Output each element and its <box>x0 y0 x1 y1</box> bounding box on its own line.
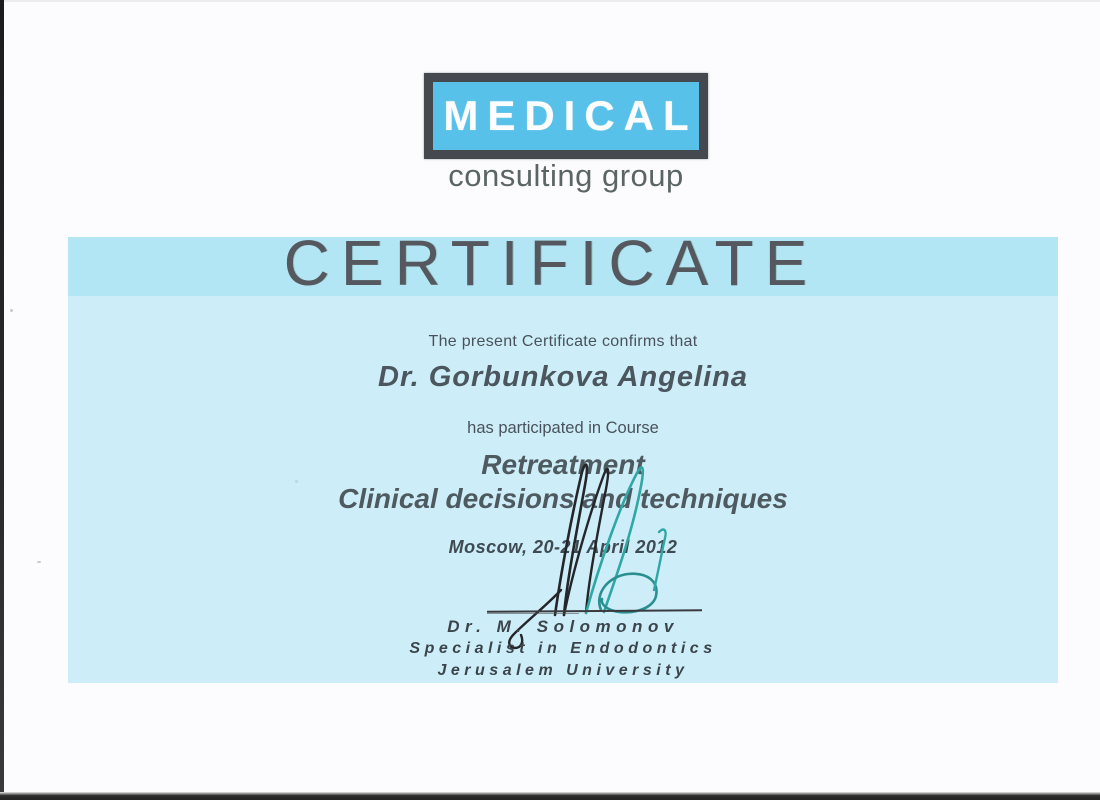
signatory-title: Specialist in Endodontics <box>409 640 717 657</box>
certificate-heading: CERTIFICATE <box>283 227 819 299</box>
location-and-date: Moscow, 20-21 April 2012 <box>448 537 678 557</box>
scan-speck <box>37 561 41 563</box>
medical-consulting-group-logo <box>424 73 708 159</box>
logo-title: MEDICAL <box>443 92 698 139</box>
course-title-line1: Retreatment <box>481 449 645 480</box>
certificate-intro-text: The present Certificate confirms that <box>428 333 698 350</box>
signatory-institution: Jerusalem University <box>437 662 689 679</box>
participation-text: has participated in Course <box>467 419 659 437</box>
course-title-line2: Clinical decisions and techniques <box>338 483 788 514</box>
signatory-name: Dr. M. Solomonov <box>447 617 679 636</box>
scan-edge-left <box>0 0 4 800</box>
signature-line-secondary <box>487 613 579 614</box>
scan-speck <box>295 480 298 483</box>
recipient-name: Dr. Gorbunkova Angelina <box>378 361 748 393</box>
scan-edge-bottom <box>0 792 1100 800</box>
scan-edge-top <box>0 0 1100 2</box>
scan-speck <box>10 309 13 312</box>
logo-subtitle: consulting group <box>448 158 684 193</box>
